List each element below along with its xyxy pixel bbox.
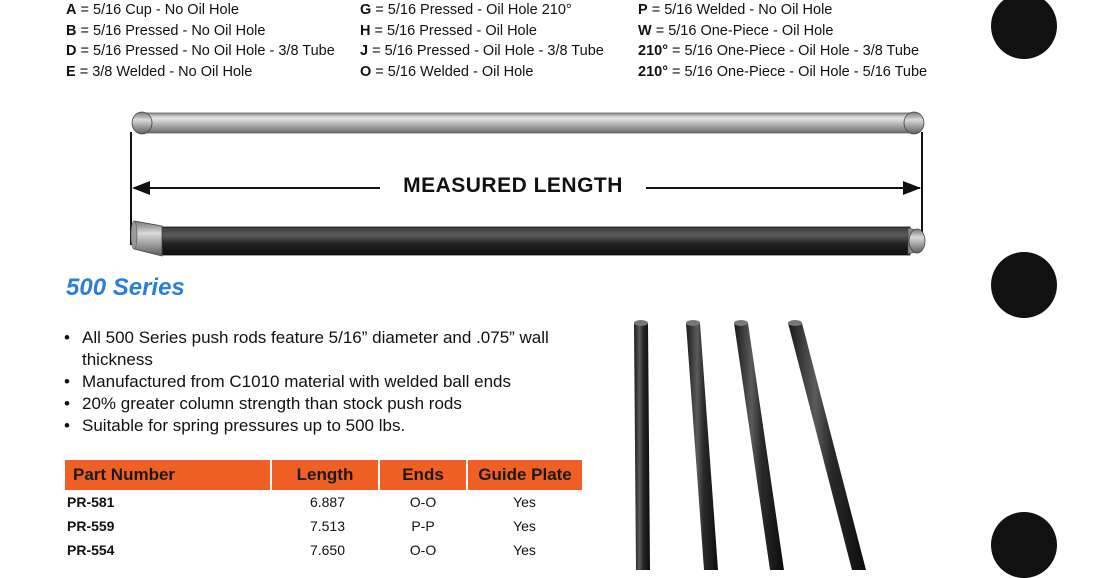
photo-rod bbox=[634, 320, 650, 570]
table-row bbox=[65, 538, 582, 562]
legend-code: O bbox=[360, 63, 372, 80]
black-pushrod bbox=[131, 221, 925, 256]
length-cell: 6.887 bbox=[309, 494, 345, 510]
feature-bullet: • Manufactured from C1010 material with welded ball ends bbox=[62, 371, 562, 393]
punch-hole bbox=[991, 252, 1057, 318]
legend-desc: = 5/16 Cup - No Oil Hole bbox=[76, 2, 239, 18]
legend-desc: = 5/16 Welded - Oil Hole bbox=[371, 63, 534, 80]
legend-desc: = 5/16 Pressed - No Oil Hole - 3/8 Tube bbox=[76, 43, 335, 59]
legend-column-3 bbox=[638, 0, 927, 82]
legend-row bbox=[360, 21, 604, 42]
legend-row bbox=[360, 62, 604, 83]
feature-bullet: • Suitable for spring pressures up to 500 lbs. bbox=[62, 415, 562, 437]
column-header-guide-plate: Guide Plate bbox=[467, 460, 582, 490]
legend-desc: = 3/8 Welded - No Oil Hole bbox=[75, 63, 253, 80]
guide-plate-cell: Yes bbox=[513, 542, 536, 558]
legend-code: B bbox=[66, 22, 77, 39]
table-header-row bbox=[65, 460, 582, 490]
series-title: 500 Series bbox=[66, 274, 185, 301]
legend-desc: = 5/16 One-Piece - Oil Hole - 3/8 Tube bbox=[668, 43, 920, 59]
legend-code: W bbox=[638, 22, 652, 39]
feature-bullet: • All 500 Series push rods feature 5/16” diameter and .075” wall thickness bbox=[62, 327, 562, 371]
legend-desc: = 5/16 Pressed - Oil Hole 210° bbox=[371, 2, 572, 18]
legend-row bbox=[638, 62, 927, 83]
photo-rod bbox=[686, 320, 718, 570]
legend-row bbox=[66, 41, 335, 62]
legend-row bbox=[638, 0, 927, 21]
legend-desc: = 5/16 Pressed - No Oil Hole bbox=[76, 22, 266, 39]
legend-code: G bbox=[360, 2, 372, 18]
legend-row bbox=[66, 62, 335, 83]
legend-desc: = 5/16 Pressed - Oil Hole bbox=[370, 22, 537, 39]
photo-rod bbox=[788, 320, 866, 570]
guide-plate-cell: Yes bbox=[513, 518, 536, 534]
pushrods-photo bbox=[620, 315, 880, 570]
legend-desc: = 5/16 One-Piece - Oil Hole bbox=[651, 22, 834, 39]
column-header-part-number: Part Number bbox=[65, 460, 271, 490]
legend-code: J bbox=[360, 43, 369, 59]
legend-code: H bbox=[360, 22, 371, 39]
legend-row bbox=[66, 21, 335, 42]
table-row bbox=[65, 490, 582, 514]
length-cell: 7.650 bbox=[309, 542, 345, 558]
feature-bullet: • 20% greater column strength than stock push rods bbox=[62, 393, 562, 415]
legend-code: P bbox=[638, 2, 648, 18]
ends-cell: O-O bbox=[409, 542, 437, 558]
legend-column-2 bbox=[360, 0, 604, 82]
legend-row bbox=[66, 0, 335, 21]
legend-row bbox=[638, 41, 927, 62]
silver-pushrod bbox=[132, 112, 924, 134]
punch-hole bbox=[991, 512, 1057, 578]
legend-code: 210° bbox=[638, 63, 668, 80]
column-header-ends: Ends bbox=[379, 460, 467, 490]
legend-code: E bbox=[66, 63, 76, 80]
legend-row bbox=[360, 0, 604, 21]
legend-desc: = 5/16 Welded - No Oil Hole bbox=[647, 2, 833, 18]
part-number-cell: PR-559 bbox=[67, 518, 115, 534]
measured-length-label: MEASURED LENGTH bbox=[380, 174, 646, 198]
parts-table bbox=[65, 460, 582, 562]
legend-code: A bbox=[66, 2, 77, 18]
ends-cell: O-O bbox=[409, 494, 437, 510]
part-number-cell: PR-581 bbox=[67, 494, 115, 510]
part-number-cell: PR-554 bbox=[67, 542, 115, 558]
table-row bbox=[65, 514, 582, 538]
legend-column-1 bbox=[66, 0, 335, 82]
feature-list bbox=[62, 327, 562, 437]
length-cell: 7.513 bbox=[309, 518, 345, 534]
photo-rod bbox=[734, 320, 784, 570]
legend-desc: = 5/16 One-Piece - Oil Hole - 5/16 Tube bbox=[668, 63, 928, 80]
legend-code: D bbox=[66, 43, 77, 59]
guide-plate-cell: Yes bbox=[513, 494, 536, 510]
legend-row bbox=[638, 21, 927, 42]
ends-cell: P-P bbox=[411, 518, 435, 534]
legend-row bbox=[360, 41, 604, 62]
column-header-length: Length bbox=[271, 460, 379, 490]
legend-desc: = 5/16 Pressed - Oil Hole - 3/8 Tube bbox=[368, 43, 604, 59]
legend-code: 210° bbox=[638, 43, 668, 59]
punch-hole bbox=[991, 0, 1057, 59]
